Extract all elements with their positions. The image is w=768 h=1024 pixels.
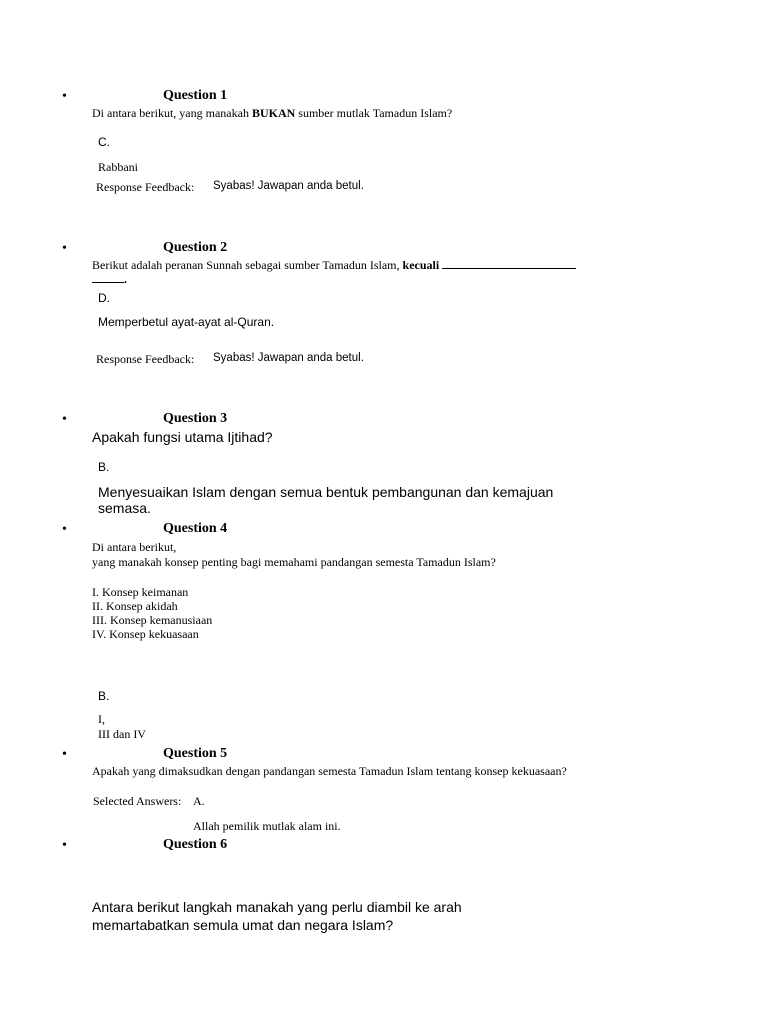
bullet: • — [62, 747, 67, 762]
answer-letter: A. — [193, 794, 205, 808]
question-text-line2: memartabatkan semula umat dan negara Islam? — [92, 917, 394, 933]
feedback-text: Syabas! Jawapan anda betul. — [213, 180, 364, 192]
answer-text-line1: I, — [98, 712, 105, 726]
answer-letter: B. — [98, 460, 110, 474]
bullet: • — [62, 522, 67, 537]
option-item: III. Konsep kemanusiaan — [92, 613, 213, 627]
question-title: Question 3 — [163, 411, 228, 426]
question-text: Berikut adalah peranan Sunnah sebagai sumber Tamadun Islam, kecuali — [92, 258, 576, 273]
bullet: • — [62, 89, 67, 104]
option-item: IV. Konsep kekuasaan — [92, 627, 199, 641]
option-item: I. Konsep keimanan — [92, 585, 189, 599]
question-title: Question 1 — [163, 88, 228, 103]
answer-letter: B. — [98, 689, 110, 703]
answer-letter: C. — [98, 135, 110, 149]
answer-blank — [442, 268, 576, 269]
answer-text: Memperbetul ayat-ayat al-Quran. — [98, 315, 275, 329]
feedback-label: Response Feedback: — [96, 352, 195, 366]
answer-text: Allah pemilik mutlak alam ini. — [193, 819, 341, 833]
answer-text-line1: Menyesuaikan Islam dengan semua bentuk pembangunan dan kemajuan — [98, 484, 554, 500]
feedback-text: Syabas! Jawapan anda betul. — [213, 352, 364, 364]
question-text-line2: yang manakah konsep penting bagi memahami pandangan semesta Tamadun Islam? — [92, 555, 496, 569]
question-title: Question 6 — [163, 837, 228, 852]
feedback-label: Response Feedback: — [96, 180, 195, 194]
answer-text-line2: semasa. — [98, 500, 151, 516]
question-text-line1: Antara berikut langkah manakah yang perlu diambil ke arah — [92, 899, 462, 915]
question-text: Apakah yang dimaksudkan dengan pandangan semesta Tamadun Islam tentang konsep kekuasaan? — [92, 764, 567, 778]
bullet: • — [62, 838, 67, 853]
answer-blank — [92, 282, 124, 283]
bullet: • — [62, 241, 67, 256]
selected-answers-label: Selected Answers: — [93, 794, 182, 808]
question-text-line1: Di antara berikut, — [92, 540, 177, 554]
bullet: • — [62, 412, 67, 427]
question-title: Question 5 — [163, 746, 228, 761]
question-title: Question 4 — [163, 521, 228, 536]
answer-letter: D. — [98, 291, 110, 305]
answer-text-line2: III dan IV — [98, 727, 146, 741]
question-text: Apakah fungsi utama Ijtihad? — [92, 429, 273, 445]
answer-text: Rabbani — [98, 160, 138, 174]
question-text: Di antara berikut, yang manakah BUKAN sumber mutlak Tamadun Islam? — [92, 106, 453, 120]
question-text-cont: . — [92, 272, 127, 287]
option-item: II. Konsep akidah — [92, 599, 178, 613]
question-title: Question 2 — [163, 240, 228, 255]
